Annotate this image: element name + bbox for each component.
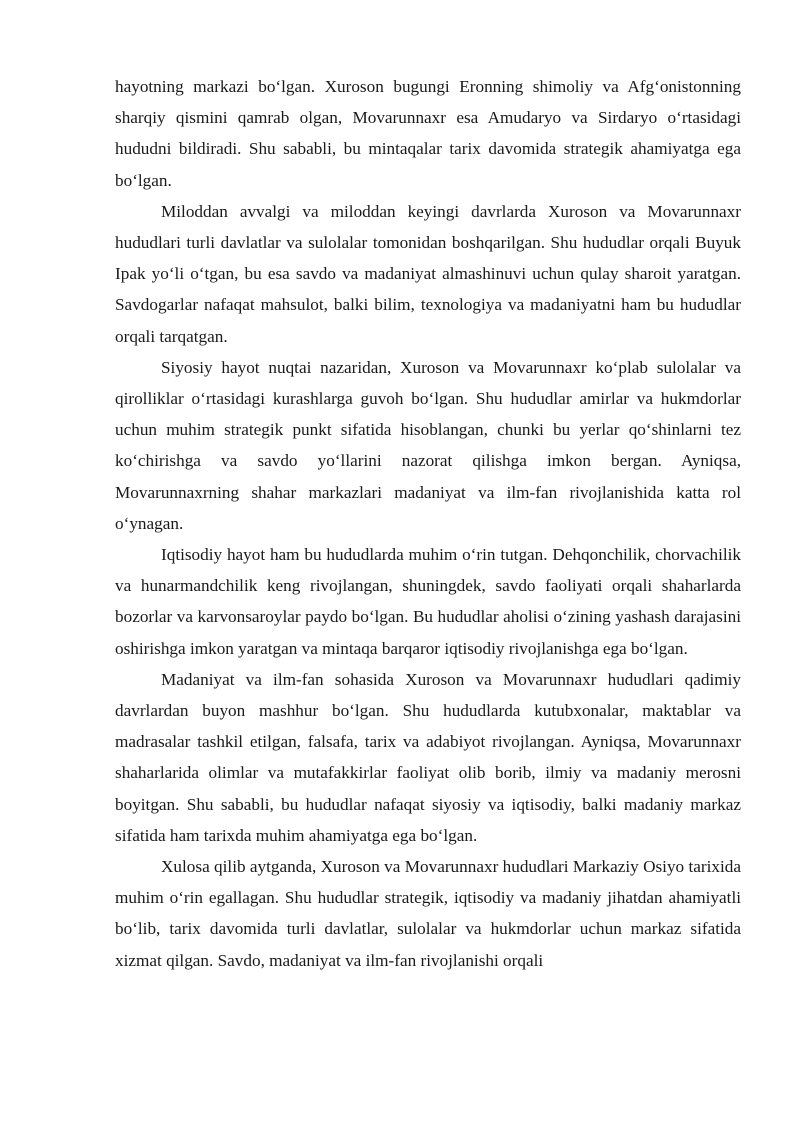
paragraph-silk-road: Miloddan avvalgi va miloddan keyingi davrlarda Xuroson va Movarunnaxr hududlari turli davlatlar va sulolalar tomonidan boshqarilgan. Shu hududlar orqali Buyuk Ipak yo‘li o‘tgan, bu esa savdo va madaniyat almashinuvi uchun qulay sharoit yaratgan. Savdogarlar nafaqat mahsulot, balki bilim, texnologiya va madaniyatni ham bu hududlar orqali tarqatgan. <box>115 201 741 346</box>
paragraph-political-life: Siyosiy hayot nuqtai nazaridan, Xuroson va Movarunnaxr ko‘plab sulolalar va qirolliklar o‘rtasidagi kurashlarga guvoh bo‘lgan. Shu hududlar amirlar va hukmdorlar uchun muhim strategik punkt sifatida hisoblangan, chunki bu yerlar qo‘shinlarni tez ko‘chirishga va savdo yo‘llarini nazorat qilishga imkon bergan. Ayniqsa, Movarunnaxrning shahar markazlari madaniyat va ilm-fan rivojlanishida katta rol o‘ynagan. <box>115 357 741 533</box>
paragraph-conclusion: Xulosa qilib aytganda, Xuroson va Movarunnaxr hududlari Markaziy Osiyo tarixida muhim o‘rin egallagan. Shu hududlar strategik, iqtisodiy va madaniy jihatdan ahamiyatli bo‘lib, tarix davomida turli davlatlar, sulolalar va hukmdorlar uchun markaz sifatida xizmat qilgan. Savdo, madaniyat va ilm-fan rivojlanishi orqali <box>115 857 741 970</box>
paragraph-continued: hayotning markazi bo‘lgan. Xuroson bugungi Eronning shimoliy va Afg‘onistonning sharqiy qismini qamrab olgan, Movarunnaxr esa Amudaryo va Sirdaryo o‘rtasidagi hududni bildiradi. Shu sababli, bu mintaqalar tarix davomida strategik ahamiyatga ega bo‘lgan. <box>115 77 741 190</box>
paragraph-economic-life: Iqtisodiy hayot ham bu hududlarda muhim o‘rin tutgan. Dehqonchilik, chorvachilik va hunarmandchilik keng rivojlangan, shuningdek, savdo faoliyati orqali shaharlarda bozorlar va karvonsaroylar paydo bo‘lgan. Bu hududlar aholisi o‘zining yashash darajasini oshirishga imkon yaratgan va mintaqa barqaror iqtisodiy rivojlanishga ega bo‘lgan. <box>115 545 741 658</box>
document-page <box>115 71 741 976</box>
paragraph-culture-science: Madaniyat va ilm-fan sohasida Xuroson va Movarunnaxr hududlari qadimiy davrlardan buyon mashhur bo‘lgan. Shu hududlarda kutubxonalar, maktablar va madrasalar tashkil etilgan, falsafa, tarix va adabiyot rivojlangan. Ayniqsa, Movarunnaxr shaharlarida olimlar va mutafakkirlar faoliyat olib borib, ilmiy va madaniy merosni boyitgan. Shu sababli, bu hududlar nafaqat siyosiy va iqtisodiy, balki madaniy markaz sifatida ham tarixda muhim ahamiyatga ega bo‘lgan. <box>115 669 741 845</box>
